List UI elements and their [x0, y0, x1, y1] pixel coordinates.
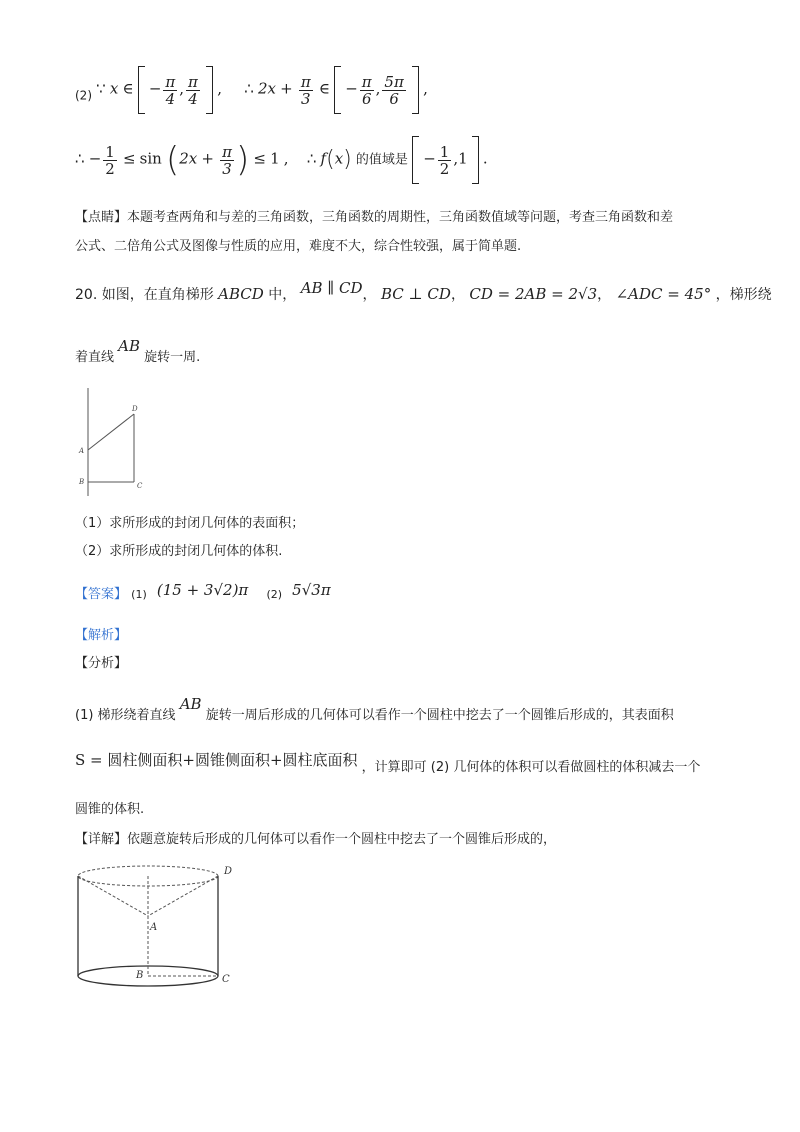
surface-area-formula: S = 圆柱侧面积+圆锥侧面积+圆柱底面积 — [75, 751, 358, 769]
minus: − — [423, 149, 436, 168]
bracket-right — [206, 66, 213, 114]
one: 1 — [458, 149, 468, 168]
therefore-symbol: ∴ — [306, 149, 317, 168]
function-f: f — [320, 149, 327, 168]
answer-part-label: (1) — [131, 588, 147, 601]
label-d: D — [132, 405, 138, 413]
one: 1 — [270, 149, 280, 168]
part2-line1 — [75, 66, 428, 114]
in-symbol: ∈ — [122, 79, 134, 98]
num: 1 — [105, 142, 115, 161]
den: 6 — [361, 89, 372, 108]
in-symbol: ∈ — [318, 79, 330, 98]
den: 2 — [105, 159, 115, 178]
num: π — [300, 72, 311, 91]
fraction-1-2 — [438, 144, 452, 177]
question-text: 如图，在直角梯形 — [101, 287, 214, 303]
plus: + — [280, 79, 293, 98]
label-a: A — [150, 922, 158, 933]
le-symbol: ≤ — [253, 149, 266, 168]
range-text: 的值域是 — [355, 152, 408, 168]
condition-perpendicular: BC ⊥ CD — [381, 285, 451, 303]
comment-line1 — [75, 208, 673, 228]
paren-close: ) — [235, 140, 250, 180]
label-b: B — [79, 478, 85, 486]
trapezoid-figure — [70, 380, 160, 500]
analysis-line1 — [75, 694, 674, 726]
subquestion-2 — [75, 542, 282, 562]
den: 3 — [222, 159, 232, 178]
answer-1: (15 + 3√2)π — [156, 581, 249, 599]
den: 3 — [300, 89, 311, 108]
num: π — [188, 72, 198, 91]
detail-text: 依题意旋转后形成的几何体可以看作一个圆柱中挖去了一个圆锥后形成的， — [127, 832, 557, 847]
fraction-pi-3 — [299, 74, 313, 107]
answer-line — [75, 580, 331, 605]
var-x: x — [109, 79, 119, 98]
fenxi-label: 【分析】 — [75, 656, 128, 671]
detail-line — [75, 830, 556, 850]
fraction-1-2 — [103, 144, 117, 177]
subquestion-text: （2）求所形成的封闭几何体的体积. — [75, 544, 283, 559]
fraction-pi-3 — [220, 144, 234, 177]
part-label: (2) — [75, 88, 92, 103]
cone-left — [78, 876, 148, 916]
comment-text: 公式、二倍角公式及图像与性质的应用，难度不大，综合性较强，属于简单题. — [75, 239, 522, 254]
question-text: 中， — [268, 287, 297, 303]
cone-right — [148, 876, 218, 916]
label-b: B — [136, 970, 144, 981]
paren-open: ( — [326, 147, 335, 172]
bracket-right — [472, 136, 479, 184]
fraction-5pi-6 — [382, 74, 405, 107]
condition-angle: ∠ADC = 45° — [615, 285, 712, 303]
num: 5π — [384, 72, 404, 91]
fraction-neg-pi-4 — [163, 74, 177, 107]
minus: − — [148, 79, 162, 98]
analysis-text: 圆锥的体积. — [75, 802, 145, 817]
comma: , — [217, 79, 222, 98]
fraction-pi-4 — [186, 74, 200, 107]
answer-label: 【答案】 — [75, 587, 128, 602]
analysis-text: ，计算即可 (2) 几何体的体积可以看做圆柱的体积减去一个 — [361, 760, 701, 775]
line-ab: AB — [118, 337, 141, 355]
minus: − — [345, 79, 358, 98]
paren-open: ( — [165, 140, 180, 180]
den: 4 — [188, 89, 198, 108]
minus: − — [88, 149, 102, 168]
num: π — [361, 72, 372, 91]
question-text: 着直线 — [75, 350, 115, 365]
analysis-line3 — [75, 800, 144, 820]
comma: , — [375, 79, 381, 98]
trapezoid-name: ABCD — [218, 285, 264, 303]
label-c: C — [222, 974, 230, 985]
answer-2: 5√3π — [292, 581, 331, 599]
comment-text: 本题考查两角和与差的三角函数，三角函数的周期性，三角函数值域等问题，考查三角函数和差 — [127, 210, 674, 225]
condition-parallel: AB ∥ CD — [300, 279, 363, 297]
num: π — [222, 142, 232, 161]
label-d: D — [224, 866, 233, 877]
question-text: 旋转一周. — [144, 350, 201, 365]
line-ab: AB — [179, 695, 202, 713]
because-symbol: ∵ — [96, 79, 106, 98]
answer-part-label: (2) — [266, 588, 283, 601]
sin-function: sin — [139, 149, 162, 168]
subquestion-text: （1）求所形成的封闭几何体的表面积； — [75, 516, 305, 531]
num: π — [165, 72, 176, 91]
num: 1 — [439, 142, 450, 161]
question-20-line2 — [75, 336, 200, 368]
fraction-neg-pi-6 — [360, 74, 374, 107]
label-a: A — [79, 447, 85, 455]
bracket-left — [412, 136, 419, 184]
period: . — [482, 149, 488, 168]
comma: , — [423, 79, 428, 98]
detail-label: 【详解】 — [75, 832, 128, 847]
fenxi-heading — [75, 654, 127, 674]
question-text: ，梯形绕 — [715, 287, 772, 303]
comma: , — [283, 149, 289, 168]
bottom-ellipse-front — [78, 976, 218, 986]
therefore-symbol: ∴ — [75, 149, 85, 168]
plus: + — [201, 149, 214, 168]
bracket-left — [138, 66, 145, 114]
den: 2 — [439, 159, 450, 178]
comment-line2 — [75, 237, 521, 257]
analysis-line2 — [75, 750, 700, 778]
analysis-text: (1) 梯形绕着直线 — [75, 708, 176, 723]
condition-length: CD = 2AB = 2√3 — [469, 285, 598, 303]
cylinder-figure — [70, 858, 250, 990]
var-x: x — [334, 149, 344, 168]
bracket-right — [412, 66, 419, 114]
le-symbol: ≤ — [122, 149, 136, 168]
analysis-text: 旋转一周后形成的几何体可以看作一个圆柱中挖去了一个圆锥后形成的，其表面积 — [205, 708, 674, 723]
segment-ad — [88, 414, 134, 450]
two-x: 2x — [257, 79, 276, 98]
subquestion-1 — [75, 514, 304, 534]
comma: , — [179, 79, 185, 98]
den: 4 — [165, 89, 176, 108]
question-20-line1: 20. 如图，在直角梯形 ABCD 中， AB ∥ CD， BC ⊥ CD， CD = 2AB = 2√3， ∠ADC = 45° ，梯形绕 — [75, 279, 772, 303]
therefore-symbol: ∴ — [244, 79, 254, 98]
part2-line2 — [75, 136, 488, 184]
question-number: 20. — [75, 287, 98, 303]
analysis-label: 【解析】 — [75, 628, 128, 643]
analysis-heading — [75, 626, 127, 646]
bracket-left — [334, 66, 341, 114]
comment-label: 【点睛】 — [75, 210, 128, 225]
den: 6 — [389, 89, 399, 108]
label-c: C — [137, 482, 143, 490]
two-x: 2x — [179, 149, 198, 168]
comma: , — [453, 149, 459, 168]
paren-close: ) — [343, 147, 352, 172]
